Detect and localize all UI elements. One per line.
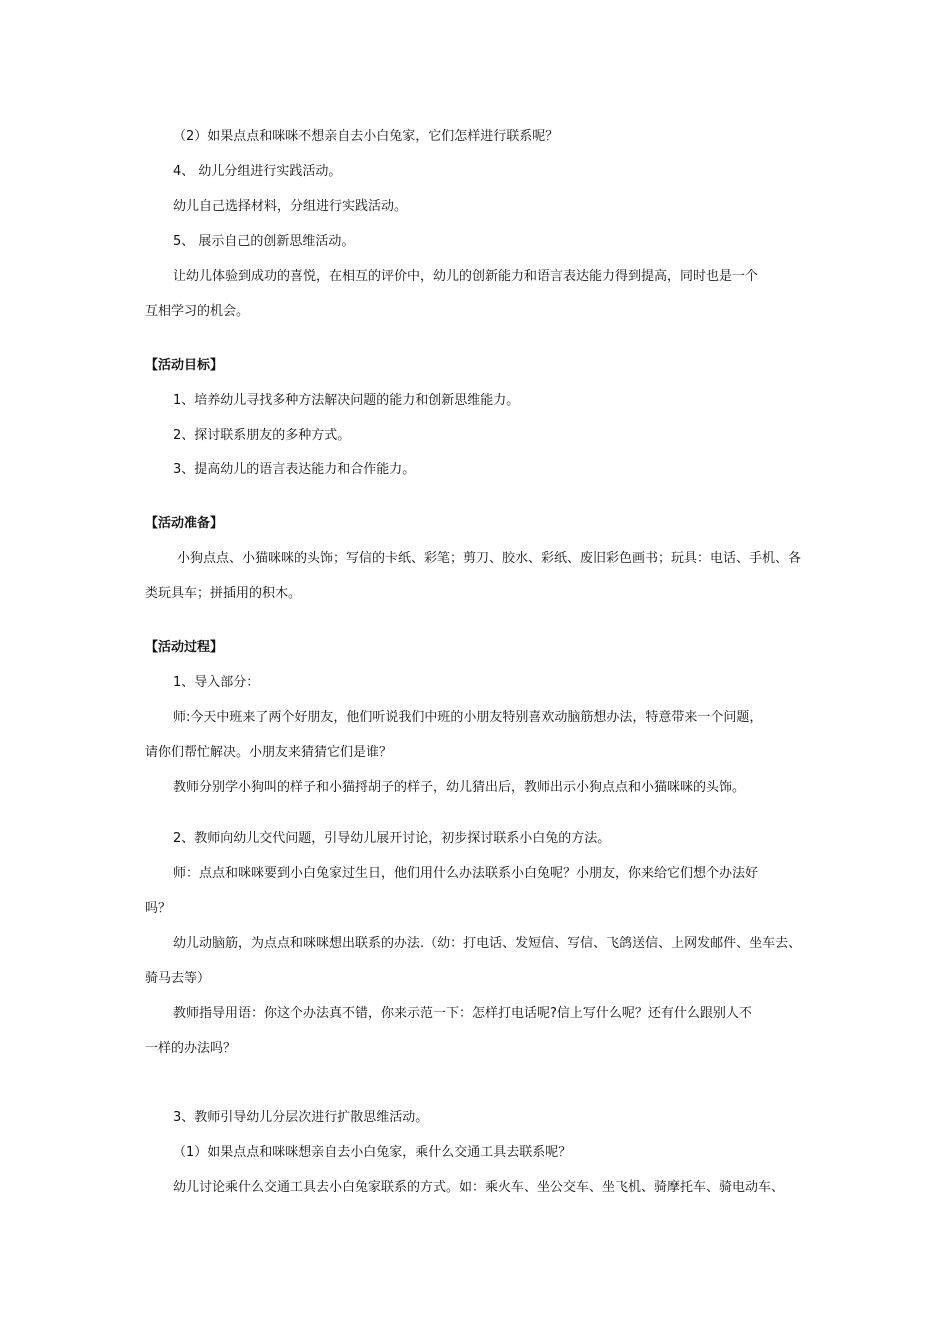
children-discussion: 幼儿讨论乘什么交通工具去小白兔家联系的方式。如：乘火车、坐公交车、坐飞机、骑摩托车、骑电动车、	[173, 1180, 785, 1195]
preparation-text-cont: 类玩具车；拼插用的积木。	[145, 586, 302, 601]
goal-item-1: 1、培养幼儿寻找多种方法解决问题的能力和创新思维能力。	[173, 393, 520, 408]
teacher-intro-cont: 请你们帮忙解决。小朋友来猜猜它们是谁？	[145, 745, 393, 760]
teacher-intro: 师:今天中班来了两个好朋友，他们听说我们中班的小朋友特别喜欢动脑筋想办法，特意带来一个问题，	[173, 710, 763, 725]
children-methods-cont: 骑马去等）	[145, 971, 211, 986]
teacher-question-cont: 吗？	[145, 901, 172, 916]
paragraph-question-2: （2）如果点点和咪咪不想亲自去小白兔家，它们怎样进行联系呢？	[173, 129, 559, 144]
paragraph-step-5-detail: 让幼儿体验到成功的喜悦，在相互的评价中，幼儿的创新能力和语言表达能力得到提高，同时也是一个	[173, 269, 759, 284]
heading-activity-process: 【活动过程】	[145, 640, 224, 655]
paragraph-step-5: 5、 展示自己的创新思维活动。	[173, 234, 355, 249]
children-methods: 幼儿动脑筋，为点点和咪咪想出联系的办法.（幼：打电话、发短信、写信、飞鸽送信、上网发邮件、坐车去、	[173, 936, 802, 951]
process-step-3: 3、教师引导幼儿分层次进行扩散思维活动。	[173, 1110, 429, 1125]
teacher-imitation: 教师分别学小狗叫的样子和小猫捋胡子的样子，幼儿猜出后，教师出示小狗点点和小猫咪咪的头饰。	[173, 780, 746, 795]
heading-activity-preparation: 【活动准备】	[145, 516, 224, 531]
teacher-guidance: 教师指导用语：你这个办法真不错，你来示范一下：怎样打电话呢?信上写什么呢？还有什么跟别人不	[173, 1006, 752, 1021]
preparation-text: 小狗点点、小猫咪咪的头饰；写信的卡纸、彩笔；剪刀、胶水、彩纸、废旧彩色画书；玩具：电话、手机、各	[177, 551, 802, 566]
paragraph-step-4: 4、 幼儿分组进行实践活动。	[173, 164, 342, 179]
process-step-2: 2、教师向幼儿交代问题，引导幼儿展开讨论，初步探讨联系小白兔的方法。	[173, 831, 611, 846]
paragraph-step-5-detail-cont: 互相学习的机会。	[145, 304, 250, 319]
goal-item-3: 3、提高幼儿的语言表达能力和合作能力。	[173, 462, 416, 477]
heading-activity-goals: 【活动目标】	[145, 358, 224, 373]
teacher-guidance-cont: 一样的办法吗？	[145, 1041, 237, 1056]
process-step-1: 1、导入部分：	[173, 675, 260, 690]
question-1: （1）如果点点和咪咪想亲自去小白兔家，乘什么交通工具去联系呢？	[173, 1145, 572, 1160]
paragraph-step-4-detail: 幼儿自己选择材料，分组进行实践活动。	[173, 199, 408, 214]
teacher-question: 师：点点和咪咪要到小白兔家过生日，他们用什么办法联系小白兔呢？小朋友，你来给它们想个办法好	[173, 866, 759, 881]
goal-item-2: 2、探讨联系朋友的多种方式。	[173, 428, 351, 443]
